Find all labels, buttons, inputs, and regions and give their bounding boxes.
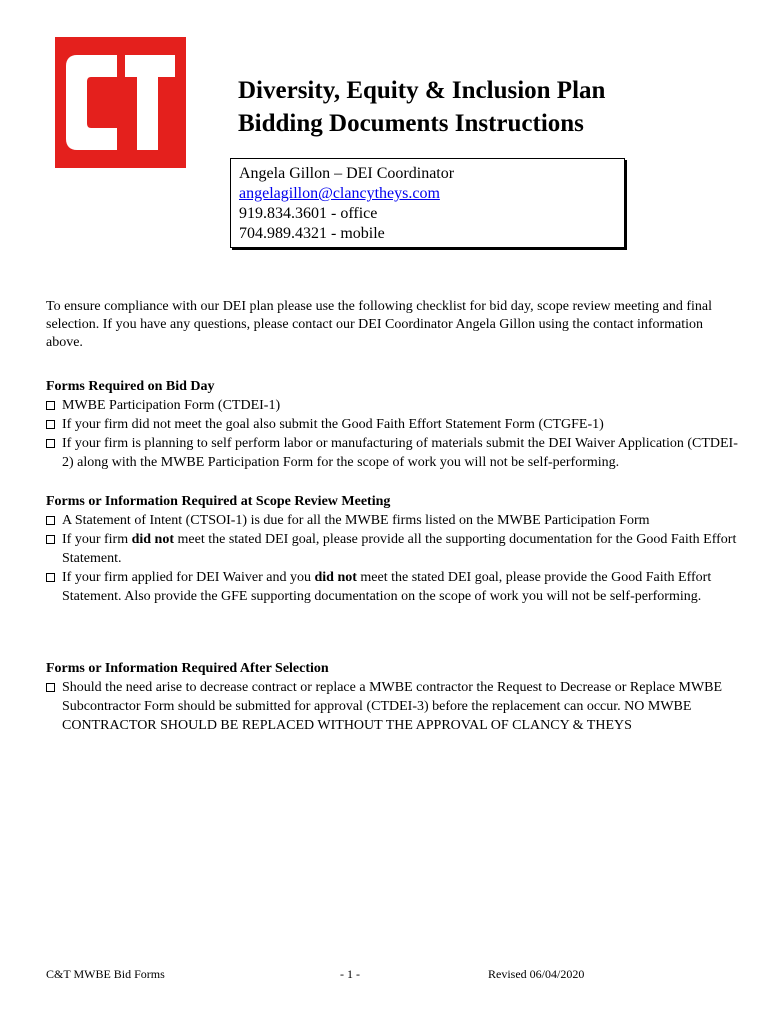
checkbox-icon[interactable] bbox=[46, 401, 55, 410]
footer-left: C&T MWBE Bid Forms bbox=[46, 967, 165, 981]
title-line-1: Diversity, Equity & Inclusion Plan bbox=[238, 77, 606, 104]
item-text: A Statement of Intent (CTSOI-1) is due for all the MWBE firms listed on the MWBE Participation Form bbox=[62, 513, 650, 528]
company-logo bbox=[55, 37, 186, 168]
checklist-item bbox=[46, 568, 746, 606]
checklist-item bbox=[46, 396, 746, 415]
checklist-item bbox=[46, 434, 746, 472]
checkbox-icon[interactable] bbox=[46, 573, 55, 582]
section-heading: Forms or Information Required After Selection bbox=[46, 661, 329, 676]
item-text: If your firm did not meet the goal also submit the Good Faith Effort Statement Form (CTGFE-1) bbox=[62, 417, 604, 432]
item-text: If your firm is planning to self perform labor or manufacturing of materials submit the DEI Waiver Application (CTDEI-2) along with the MWBE Participation Form for the scope of work you will not be self-performing. bbox=[62, 436, 738, 470]
item-text: MWBE Participation Form (CTDEI-1) bbox=[62, 398, 281, 413]
checkbox-icon[interactable] bbox=[46, 516, 55, 525]
intro-paragraph: To ensure compliance with our DEI plan please use the following checklist for bid day, scope review meeting and final selection. If you have any questions, please contact our DEI Coordinator Angela Gillon using the contact information above. bbox=[46, 299, 713, 350]
item-text: If your firm bbox=[62, 532, 132, 547]
section-bid-day bbox=[46, 377, 746, 472]
contact-email-link[interactable]: angelagillon@clancytheys.com bbox=[239, 185, 440, 202]
item-emphasis: did not bbox=[131, 532, 175, 547]
contact-office-phone: 919.834.3601 - office bbox=[239, 205, 378, 222]
section-heading: Forms or Information Required at Scope Review Meeting bbox=[46, 494, 391, 509]
item-text: Should the need arise to decrease contract or replace a MWBE contractor the Request to Decrease or Replace MWBE Subcontractor Form should be submitted for approval (CTDEI-3) before the replacement can occur. NO MWBE CONTRACTOR SHOULD BE REPLACED WITHOUT THE APPROVAL OF CLANCY & THEYS bbox=[62, 680, 723, 733]
contact-name: Angela Gillon – DEI Coordinator bbox=[239, 165, 455, 182]
item-text: meet the stated DEI goal, please provide the Good Faith Effort Statement. Also provide the GFE supporting documentation on the scope of work you will not be self-performing. bbox=[62, 570, 712, 604]
checklist-item bbox=[46, 530, 746, 568]
item-text: meet the stated DEI goal, please provide all the supporting documentation for the Good Faith Effort Statement. bbox=[62, 532, 737, 566]
section-scope-review bbox=[46, 492, 746, 606]
item-emphasis: did not bbox=[314, 570, 357, 585]
item-text: If your firm applied for DEI Waiver and you bbox=[62, 570, 315, 585]
contact-mobile-phone: 704.989.4321 - mobile bbox=[239, 225, 385, 242]
checklist-item bbox=[46, 415, 746, 434]
checkbox-icon[interactable] bbox=[46, 535, 55, 544]
section-after-selection bbox=[46, 659, 746, 735]
checkbox-icon[interactable] bbox=[46, 420, 55, 429]
checklist-item bbox=[46, 511, 746, 530]
checklist-item bbox=[46, 678, 746, 735]
title-line-2: Bidding Documents Instructions bbox=[238, 110, 584, 137]
section-heading: Forms Required on Bid Day bbox=[46, 379, 215, 394]
checkbox-icon[interactable] bbox=[46, 683, 55, 692]
footer-revised-date: Revised 06/04/2020 bbox=[488, 967, 585, 981]
page-number: - 1 - bbox=[340, 967, 360, 981]
contact-box bbox=[230, 158, 625, 248]
checkbox-icon[interactable] bbox=[46, 439, 55, 448]
document-title bbox=[238, 74, 605, 140]
